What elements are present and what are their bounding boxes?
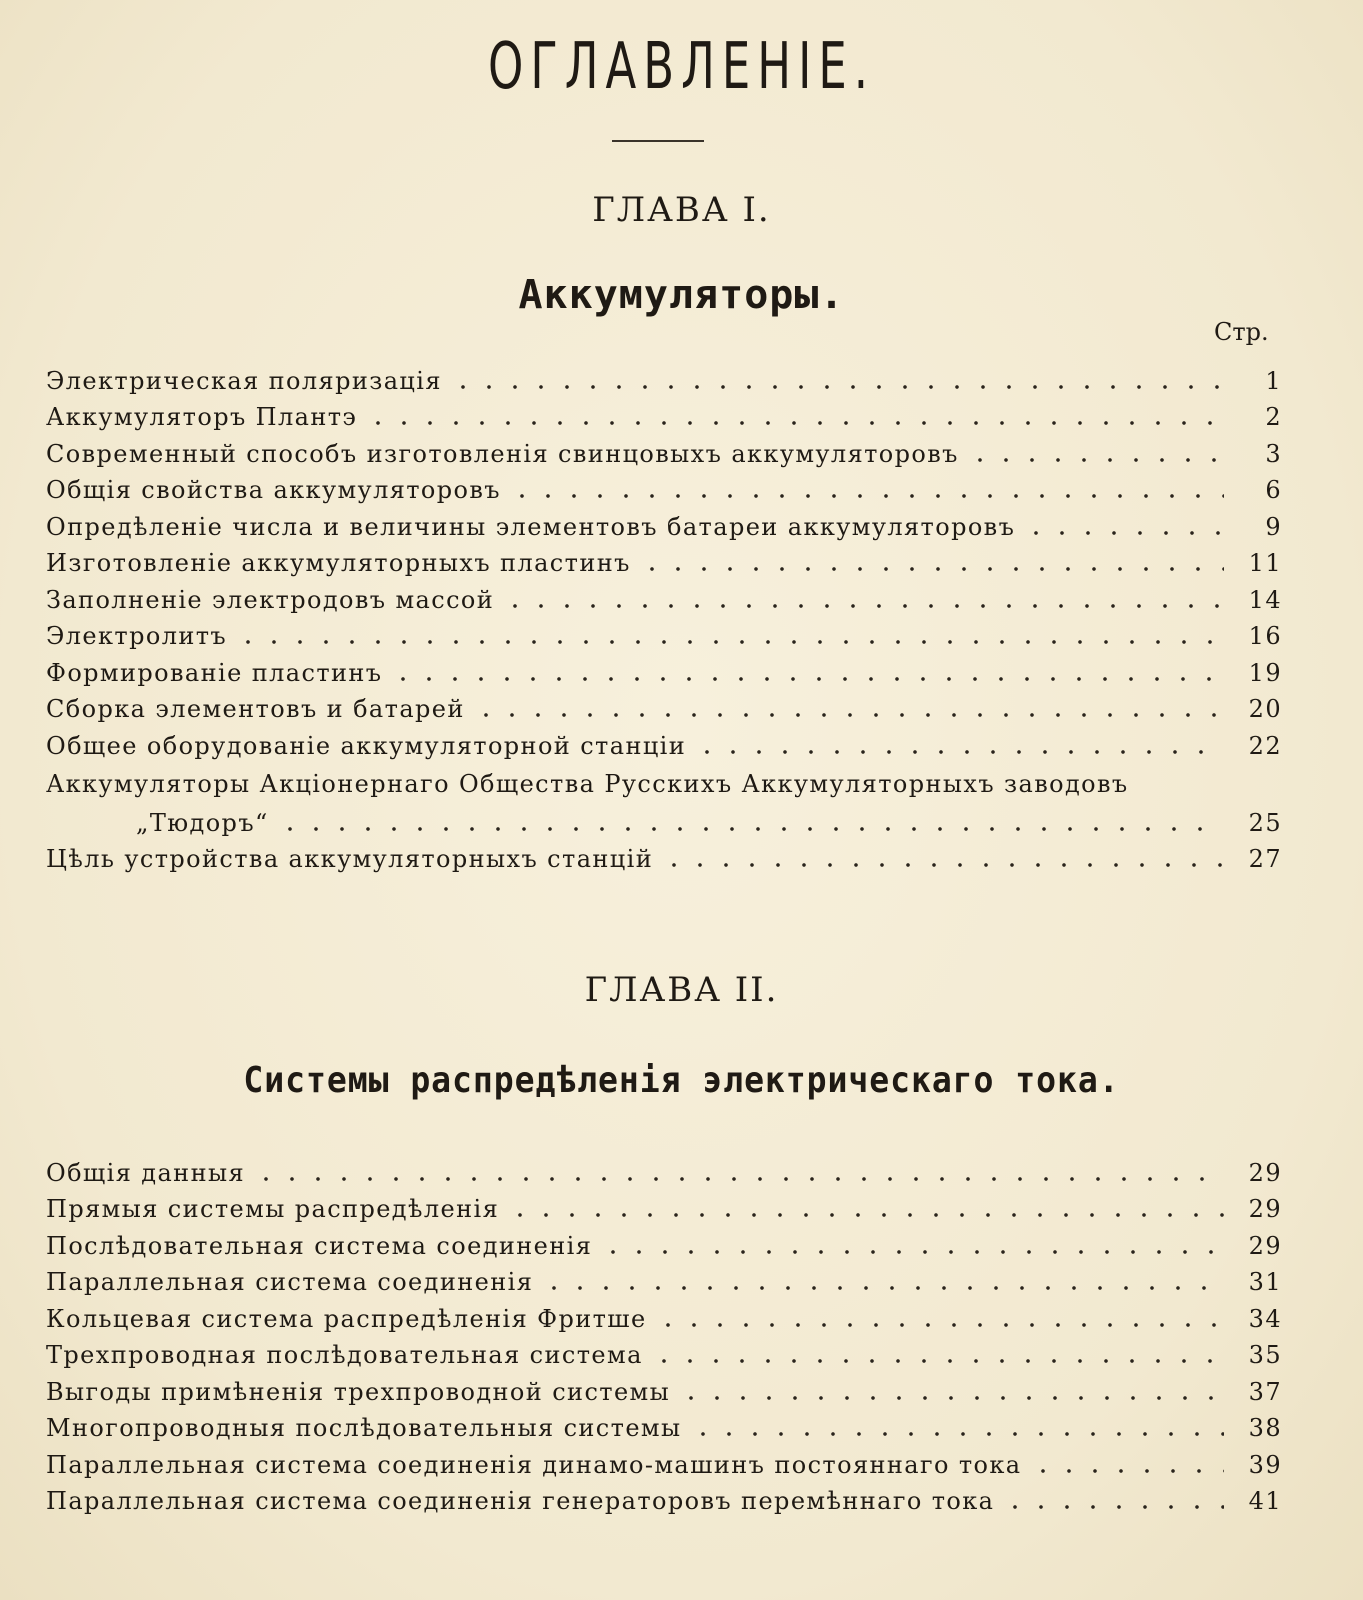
toc-entry-title: Параллельная система соединенія динамо-машинъ постояннаго тока	[46, 1450, 1022, 1479]
toc-entry[interactable]	[46, 760, 1282, 798]
toc-entry-page: 16	[1248, 622, 1282, 650]
toc-entry-page: 2	[1265, 403, 1282, 431]
toc-entry-page: 11	[1248, 549, 1282, 577]
leader-dots	[600, 1250, 1224, 1254]
toc-entry[interactable]	[46, 687, 1282, 724]
leader-dots	[390, 677, 1224, 681]
leader-dots	[509, 494, 1224, 498]
leader-dots	[651, 1359, 1224, 1363]
leader-dots	[1002, 1505, 1224, 1509]
toc-entry-title: Послѣдовательная система соединенія	[46, 1231, 593, 1260]
toc-entry[interactable]	[46, 541, 1282, 578]
toc-entry-page: 14	[1248, 585, 1282, 614]
toc-entry[interactable]	[46, 468, 1282, 505]
toc-entry-title: Электролитъ	[46, 622, 228, 650]
chapter-2-label: ГЛАВА II.	[584, 970, 779, 1010]
toc-entry-page: 22	[1248, 731, 1282, 760]
toc-entry-page: 1	[1265, 366, 1282, 395]
leader-dots	[541, 1286, 1224, 1290]
toc-entry-title: Параллельная система соединенія генераторовъ перемѣннаго тока	[46, 1487, 995, 1515]
page-title: ОГЛАВЛЕНІЕ.	[487, 30, 876, 104]
toc-entry[interactable]	[46, 431, 1282, 468]
toc-entry-title: Общія данныя	[46, 1158, 246, 1187]
toc-entry-title: Цѣль устройства аккумуляторныхъ станцій	[46, 845, 654, 873]
leader-dots	[253, 1177, 1224, 1181]
toc-entry-page: 27	[1248, 845, 1282, 873]
toc-entry[interactable]	[46, 1333, 1282, 1370]
toc-entry[interactable]	[46, 1479, 1282, 1516]
toc-entry-page: 37	[1248, 1377, 1282, 1406]
toc-entry[interactable]	[46, 614, 1282, 651]
toc-entry[interactable]	[46, 837, 1282, 874]
toc-entry-title: Аккумуляторъ Плантэ	[46, 403, 358, 431]
leader-dots	[502, 604, 1224, 608]
toc-entry-title: Трехпроводная послѣдовательная система	[46, 1341, 643, 1369]
toc-entry-title: Кольцевая система распредѣленія Фритше	[46, 1304, 647, 1333]
toc-entry-page: 3	[1265, 439, 1282, 468]
toc-entry[interactable]	[46, 1296, 1282, 1333]
toc-entry-title: Аккумуляторы Акціонернаго Общества Русскихъ Аккумуляторныхъ заводовъ	[46, 769, 1129, 798]
toc-entry[interactable]	[46, 1442, 1282, 1479]
toc-entry-page: 25	[1248, 808, 1282, 837]
toc-entry-title: Изготовленіе аккумуляторныхъ пластинъ	[46, 549, 631, 577]
toc-entry-title: Выгоды примѣненія трехпроводной системы	[46, 1377, 671, 1406]
page-column-label: Стр.	[1214, 318, 1269, 346]
toc-entry-title: Электрическая поляризація	[46, 366, 442, 395]
toc-entry-page: 34	[1248, 1304, 1282, 1333]
toc-entry[interactable]	[46, 1150, 1282, 1187]
chapter-1-label: ГЛАВА I.	[592, 190, 771, 230]
toc-entry-title: Современный способъ изготовленія свинцовыхъ аккумуляторовъ	[46, 439, 959, 468]
toc-entry-title: Параллельная система соединенія	[46, 1268, 534, 1296]
leader-dots	[639, 567, 1224, 571]
toc-entry-title: Сборка элементовъ и батарей	[46, 695, 465, 723]
leader-dots	[661, 863, 1224, 867]
toc-entry[interactable]	[46, 395, 1282, 432]
toc-entry[interactable]	[46, 504, 1282, 541]
toc-entry[interactable]	[46, 723, 1282, 760]
leader-dots	[473, 713, 1224, 717]
chapter-2-toc	[46, 1150, 1282, 1515]
toc-entry-title: Формированіе пластинъ	[46, 658, 383, 687]
toc-entry[interactable]	[46, 1187, 1282, 1224]
leader-dots	[507, 1213, 1224, 1217]
toc-entry[interactable]	[46, 1260, 1282, 1297]
toc-entry-title: Общія свойства аккумуляторовъ	[46, 476, 501, 504]
toc-entry-page: 41	[1248, 1487, 1282, 1515]
toc-entry-title: „Тюдоръ“	[136, 808, 269, 837]
leader-dots	[235, 640, 1224, 644]
toc-entry-title: Прямыя системы распредѣленія	[46, 1195, 500, 1223]
chapter-2-heading: Системы распредѣленія электрическаго тока.	[243, 1060, 1120, 1101]
toc-entry[interactable]	[46, 1369, 1282, 1406]
leader-dots	[967, 458, 1224, 462]
toc-entry[interactable]	[46, 1223, 1282, 1260]
toc-entry-title: Общее оборудованіе аккумуляторной станціи	[46, 731, 687, 760]
chapter-1-heading: Аккумуляторы.	[518, 272, 845, 318]
toc-entry[interactable]	[46, 577, 1282, 614]
leader-dots	[277, 827, 1224, 831]
toc-entry-page: 29	[1248, 1158, 1282, 1187]
toc-entry-page: 9	[1265, 512, 1282, 541]
toc-entry-page: 31	[1248, 1268, 1282, 1296]
toc-entry-title: Многопроводныя послѣдовательныя системы	[46, 1414, 682, 1442]
toc-entry-page: 39	[1248, 1450, 1282, 1479]
toc-entry-page: 35	[1248, 1341, 1282, 1369]
leader-dots	[365, 421, 1224, 425]
toc-entry-page: 38	[1248, 1414, 1282, 1442]
toc-entry[interactable]	[46, 358, 1282, 395]
leader-dots	[678, 1396, 1224, 1400]
toc-entry-page: 19	[1248, 658, 1282, 687]
toc-entry[interactable]	[46, 1406, 1282, 1443]
toc-entry-page: 29	[1248, 1195, 1282, 1223]
toc-entry-page: 20	[1248, 695, 1282, 723]
toc-entry-page: 6	[1265, 476, 1282, 504]
leader-dots	[1023, 531, 1224, 535]
toc-entry-title: Опредѣленіе числа и величины элементовъ батареи аккумуляторовъ	[46, 512, 1016, 541]
toc-entry[interactable]	[46, 650, 1282, 687]
toc-entry-title: Заполненіе электродовъ массой	[46, 585, 495, 614]
leader-dots	[694, 750, 1224, 754]
leader-dots	[1030, 1469, 1225, 1473]
leader-dots	[450, 385, 1224, 389]
toc-entry-continuation[interactable]	[46, 798, 1282, 837]
chapter-1-toc	[46, 358, 1282, 873]
leader-dots	[655, 1323, 1224, 1327]
title-divider	[612, 140, 704, 142]
toc-entry-page: 29	[1248, 1231, 1282, 1260]
leader-dots	[690, 1432, 1225, 1436]
